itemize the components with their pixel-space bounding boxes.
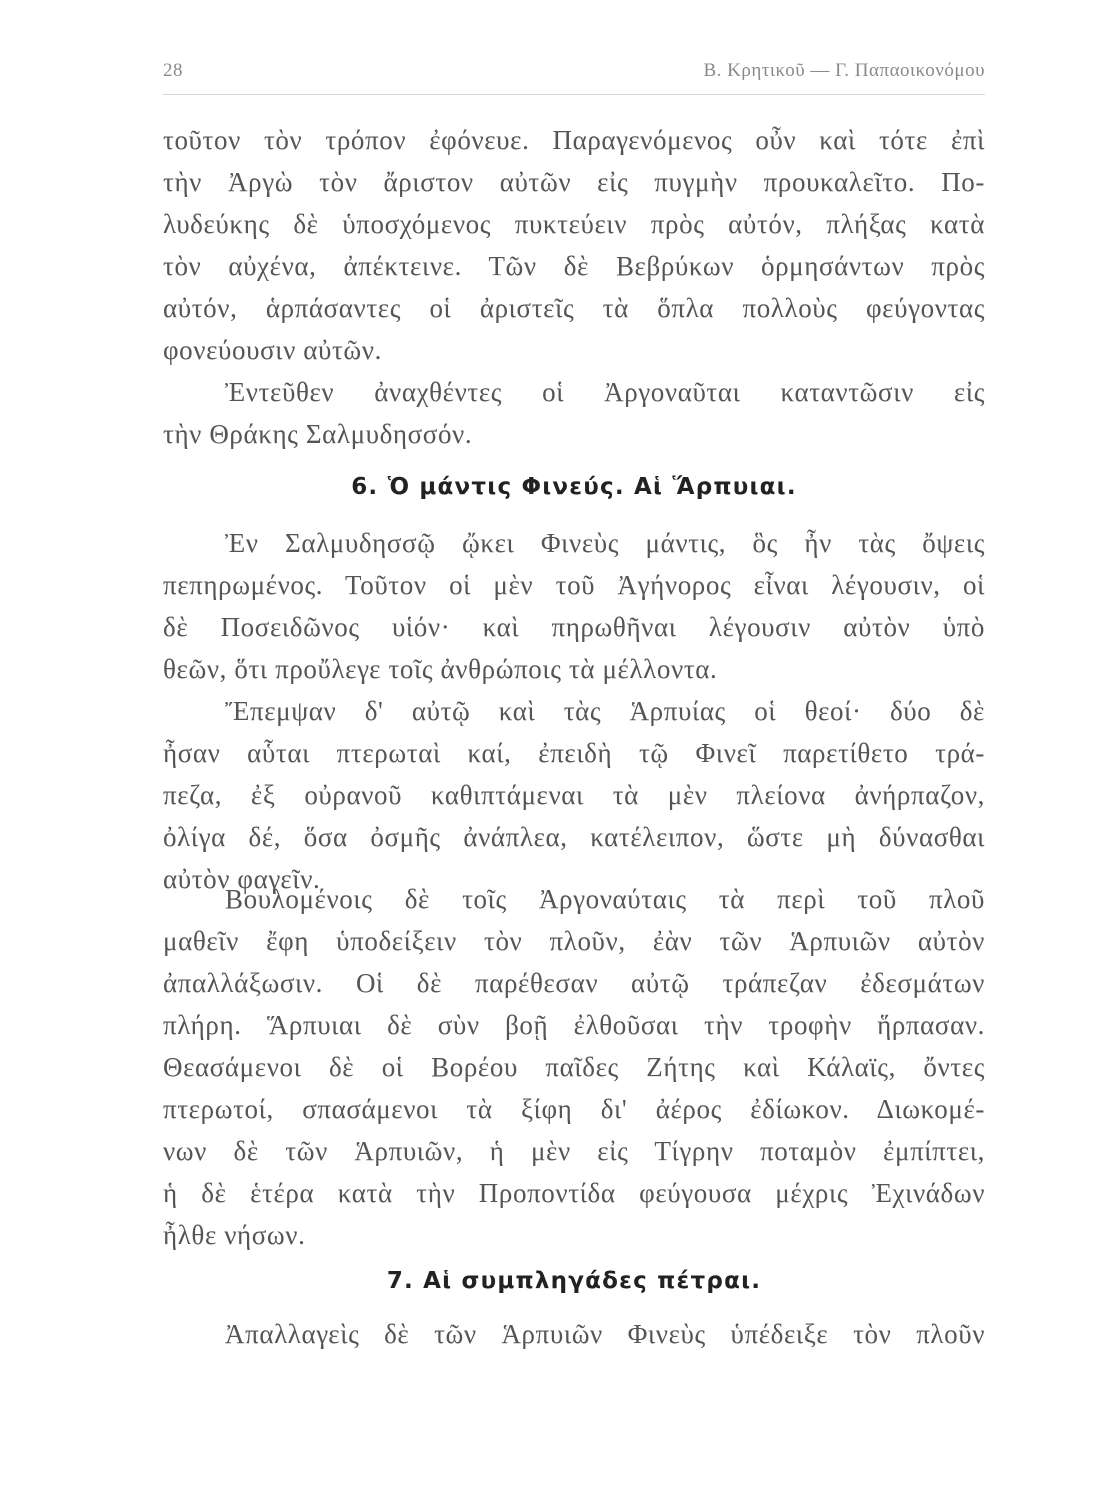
paragraph-harpies <box>163 690 985 900</box>
text-line: Ἔπεμψαν δ' αὐτῷ καὶ τὰς Ἁρπυίας οἱ θεοί· δύο δὲ <box>225 696 985 726</box>
section-heading-6: 6. Ὁ μάντις Φινεύς. Αἱ Ἅρπυιαι. <box>351 474 797 500</box>
section-heading-7: 7. Αἱ συμπληγάδες πέτραι. <box>386 1268 762 1294</box>
text-line: φονεύουσιν αὐτῶν. <box>163 335 382 365</box>
text-line: πλήρη. Ἅρπυιαι δὲ σὺν βοῇ ἐλθοῦσαι τὴν τροφὴν ἥρπασαν. <box>163 1010 985 1040</box>
text-line: Ἀπαλλαγεὶς δὲ τῶν Ἁρπυιῶν Φινεὺς ὑπέδειξε τὸν πλοῦν <box>225 1319 985 1349</box>
paragraph-departure <box>163 371 985 455</box>
text-line: τοῦτον τὸν τρόπον ἐφόνευε. Παραγενόμενος οὖν καὶ τότε ἐπὶ <box>163 125 985 155</box>
text-line: αὐτὸν φαγεῖν. <box>163 864 321 894</box>
text-line: Βουλομένοις δὲ τοῖς Ἀργοναύταις τὰ περὶ τοῦ πλοῦ <box>225 884 985 914</box>
paragraph-clashing-rocks <box>163 1313 985 1355</box>
text-line: Θεασάμενοι δὲ οἱ Βορέου παῖδες Ζήτης καὶ Κάλαϊς, ὄντες <box>163 1052 985 1082</box>
text-line: λυδεύκης δὲ ὑποσχόμενος πυκτεύειν πρὸς αὐτόν, πλήξας κατὰ <box>163 209 985 239</box>
header-authors: Β. Κρητικοῦ — Γ. Παπαοικονόμου <box>703 60 985 81</box>
text-line: αὐτόν, ἁρπάσαντες οἱ ἀριστεῖς τὰ ὅπλα πολλοὺς φεύγοντας <box>163 293 985 323</box>
running-head <box>163 60 985 86</box>
text-line: ὀλίγα δέ, ὅσα ὀσμῆς ἀνάπλεα, κατέλειπον, ὥστε μὴ δύνασθαι <box>163 822 985 852</box>
text-line: δὲ Ποσειδῶνος υἱόν· καὶ πηρωθῆναι λέγουσιν αὐτὸν ὑπὸ <box>163 612 985 642</box>
text-line: πτερωτοί, σπασάμενοι τὰ ξίφη δι' ἀέρος ἐδίωκον. Διωκομέ- <box>163 1094 985 1124</box>
text-line: τὴν Ἀργὼ τὸν ἄριστον αὐτῶν εἰς πυγμὴν προυκαλεῖτο. Πο- <box>163 167 985 197</box>
text-line: ἀπαλλάξωσιν. Οἱ δὲ παρέθεσαν αὐτῷ τράπεζαν ἐδεσμάτων <box>163 968 985 998</box>
text-line: νων δὲ τῶν Ἁρπυιῶν, ἡ μὲν εἰς Τίγρην ποταμὸν ἐμπίπτει, <box>163 1136 985 1166</box>
text-line: ἦλθε νήσων. <box>163 1220 306 1250</box>
header-rule <box>163 94 985 95</box>
paragraph-continuation <box>163 119 985 371</box>
text-line: θεῶν, ὅτι προὔλεγε τοῖς ἀνθρώποις τὰ μέλλοντα. <box>163 654 718 684</box>
text-line: ἡ δὲ ἑτέρα κατὰ τὴν Προποντίδα φεύγουσα μέχρις Ἐχινάδων <box>163 1178 985 1208</box>
paragraph-phineus <box>163 522 985 690</box>
page-number: 28 <box>163 60 183 81</box>
text-line: μαθεῖν ἔφη ὑποδείξειν τὸν πλοῦν, ἐὰν τῶν Ἁρπυιῶν αὐτὸν <box>163 926 985 956</box>
text-line: Ἐν Σαλμυδησσῷ ᾤκει Φινεὺς μάντις, ὃς ἦν τὰς ὄψεις <box>225 528 985 558</box>
text-line: τὴν Θράκης Σαλμυδησσόν. <box>163 419 473 449</box>
text-line: Ἐντεῦθεν ἀναχθέντες οἱ Ἀργοναῦται καταντῶσιν εἰς <box>225 377 985 407</box>
text-line: πεπηρωμένος. Τοῦτον οἱ μὲν τοῦ Ἀγήνορος εἶναι λέγουσιν, οἱ <box>163 570 985 600</box>
paragraph-argonauts <box>163 878 985 1256</box>
text-line: πεζα, ἐξ οὐρανοῦ καθιπτάμεναι τὰ μὲν πλείονα ἀνήρπαζον, <box>163 780 985 810</box>
text-line: ἦσαν αὗται πτερωταὶ καί, ἐπειδὴ τῷ Φινεῖ παρετίθετο τρά- <box>163 738 985 768</box>
text-line: τὸν αὐχένα, ἀπέκτεινε. Τῶν δὲ Βεβρύκων ὁρμησάντων πρὸς <box>163 251 985 281</box>
